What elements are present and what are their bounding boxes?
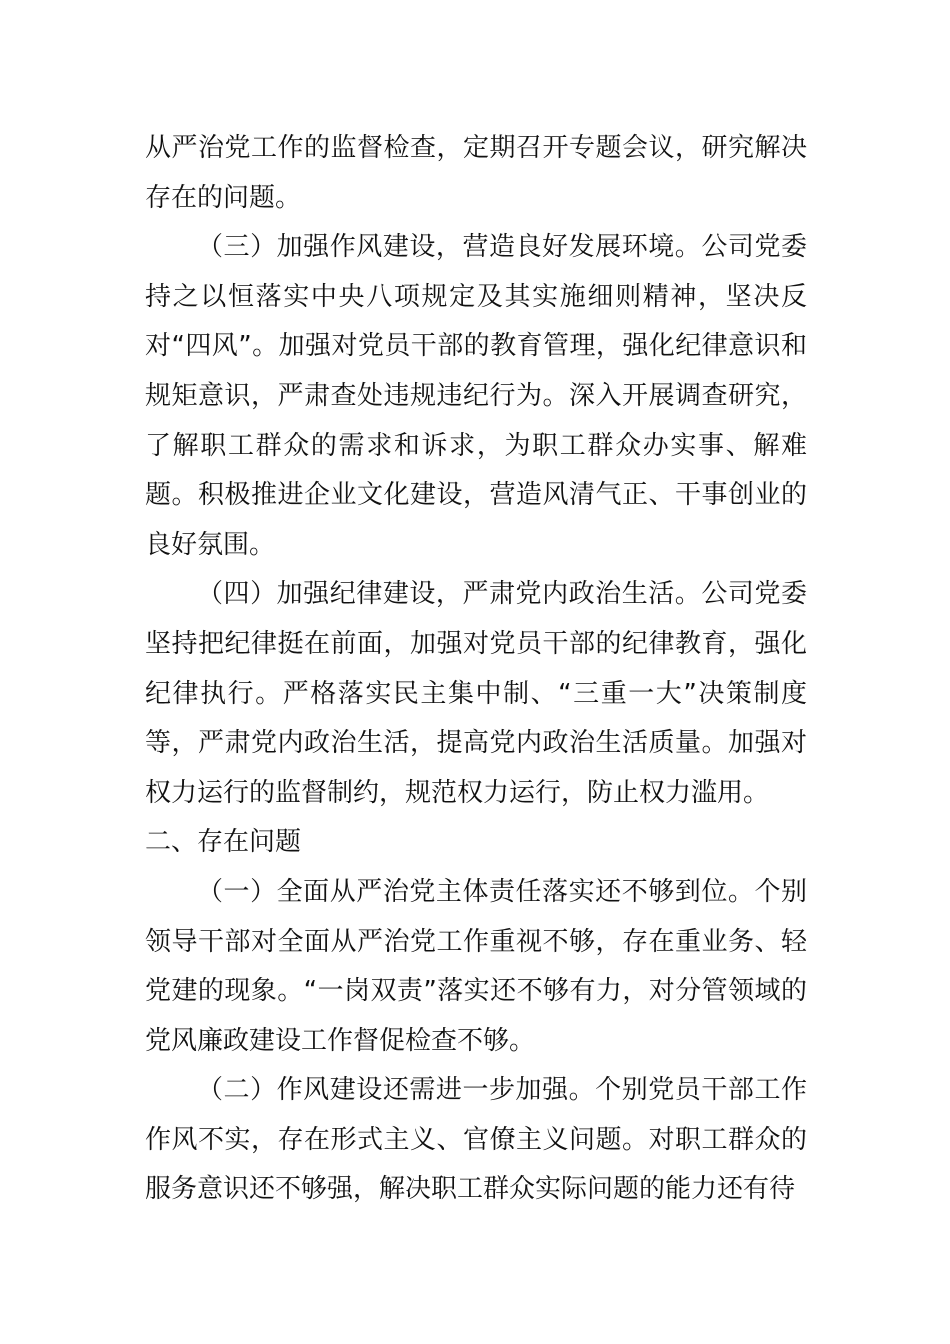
document-body <box>145 124 807 1215</box>
paragraph-problem-one: （一）全面从严治党主体责任落实还不够到位。个别领导干部对全面从严治党工作重视不够，存在重业务、轻党建的现象。“一岗双责”落实还不够有力，对分管领域的党风廉政建设工作督促检查不够。 <box>145 876 807 1056</box>
paragraph-continued-supervision: 从严治党工作的监督检查，定期召开专题会议，研究解决存在的问题。 <box>145 133 807 213</box>
paragraph-discipline: （四）加强纪律建设，严肃党内政治生活。公司党委坚持把纪律挺在前面，加强对党员干部的纪律教育，强化纪律执行。严格落实民主集中制、“三重一大”决策制度等，严肃党内政治生活，提高党内政治生活质量。加强对权力运行的监督制约，规范权力运行，防止权力滥用。 <box>145 579 807 808</box>
paragraph-work-style: （三）加强作风建设，营造良好发展环境。公司党委持之以恒落实中央八项规定及其实施细则精神，坚决反对“四风”。加强对党员干部的教育管理，强化纪律意识和规矩意识，严肃查处违规违纪行为。深入开展调查研究，了解职工群众的需求和诉求，为职工群众办实事、解难题。积极推进企业文化建设，营造风清气正、干事创业的良好氛围。 <box>145 232 807 560</box>
paragraph-problem-two: （二）作风建设还需进一步加强。个别党员干部工作作风不实，存在形式主义、官僚主义问题。对职工群众的服务意识还不够强，解决职工群众实际问题的能力还有待 <box>145 1075 807 1205</box>
section-heading-problems: 二、存在问题 <box>145 827 302 858</box>
